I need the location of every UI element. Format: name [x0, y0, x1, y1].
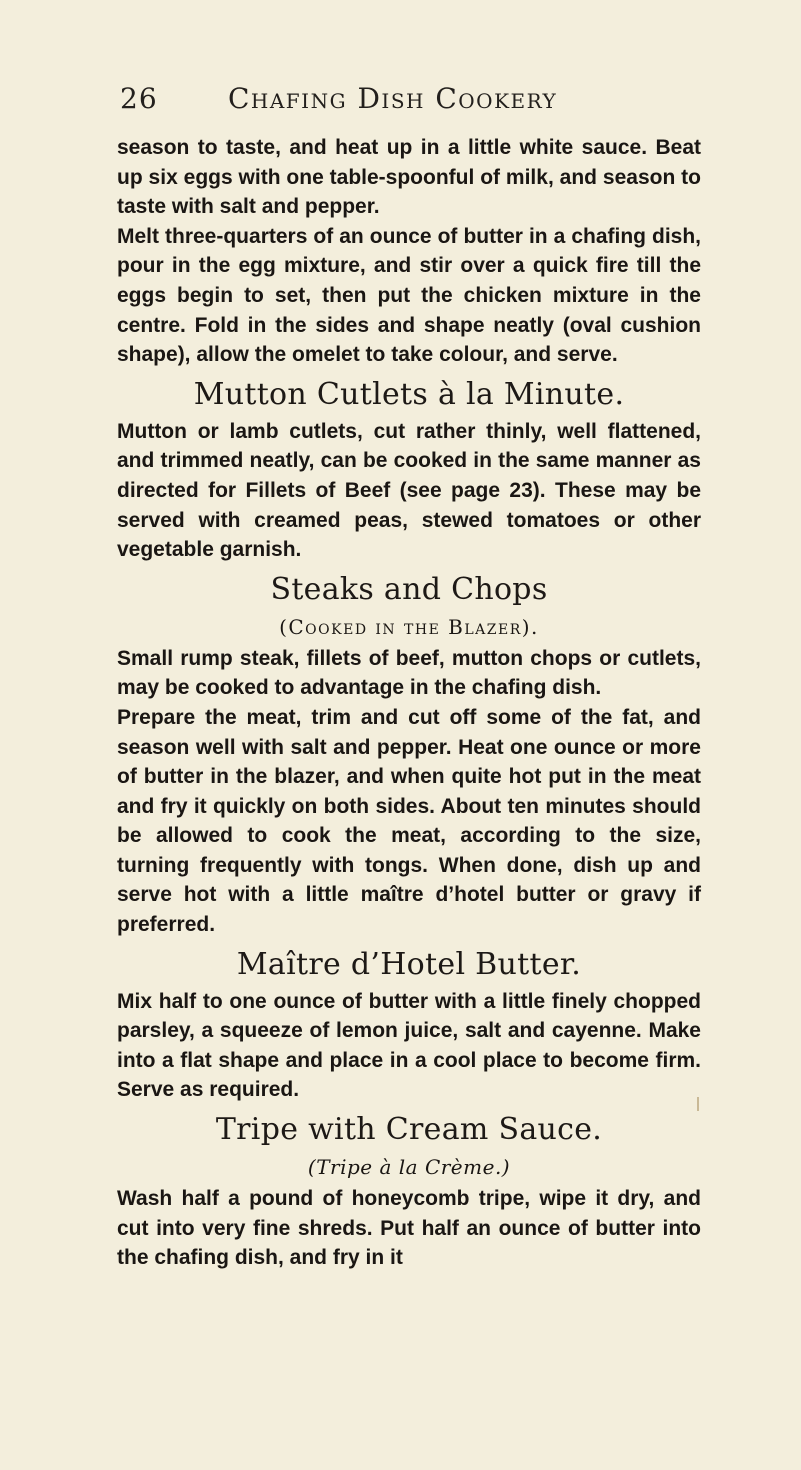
running-head: [120, 82, 720, 122]
paper-blemish: [697, 1097, 699, 1111]
paragraph-intro-2: Melt three-quarters of an ounce of butter in a chafing dish, pour in the egg mixture, and stir over a quick fire till the eggs begin to set, then put the chicken mixture in the centre. Fold in the sides and shape neatly (oval cushion shape), allow the omelet to take colour, and serve.: [117, 224, 701, 367]
paragraph-tripe-1: Wash half a pound of honeycomb tripe, wipe it dry, and cut into very fine shreds. Put half an ounce of butter into the chafing dish, and fry in it: [117, 1187, 701, 1270]
heading-tripe-cream-sauce: Tripe with Cream Sauce.: [215, 1112, 603, 1148]
paragraph-mutton-1: Mutton or lamb cutlets, cut rather thinly, well flattened, and trimmed neatly, can be cooked in the same manner as directed for Fillets of Beef (see page 23). These may be served with creamed peas, stewed tomatoes or other vegetable garnish.: [117, 419, 701, 562]
paragraph-intro-1: season to taste, and heat up in a little white sauce. Beat up six eggs with one table-spoonful of milk, and season to taste with salt and pepper.: [117, 136, 701, 219]
heading-maitre-dhotel-butter: Maître d’Hotel Butter.: [236, 946, 582, 982]
subheading-cooked-in-blazer: (Cooked in the Blazer).: [279, 614, 539, 639]
paragraph-steaks-2: Prepare the meat, trim and cut off some of the fat, and season well with salt and pepper. Heat one ounce or more of butter in the blazer, and when quite hot put in the meat and fry it quickly on both sides. About ten minutes should be allowed to cook the meat, according to the size, turning frequently with tongs. When done, dish up and serve hot with a little maître d’hotel butter or gravy if preferred.: [117, 705, 701, 937]
heading-steaks-and-chops: Steaks and Chops: [270, 571, 548, 607]
running-title: Chafing Dish Cookery: [228, 82, 558, 115]
page-body: [117, 133, 701, 1273]
paragraph-steaks-1: Small rump steak, fillets of beef, mutton chops or cutlets, may be cooked to advantage in the chafing dish.: [117, 646, 701, 700]
heading-mutton-cutlets: Mutton Cutlets à la Minute.: [193, 376, 625, 412]
subheading-tripe-a-la-creme: (Tripe à la Crème.): [307, 1155, 511, 1180]
paragraph-maitre-1: Mix half to one ounce of butter with a little finely chopped parsley, a squeeze of lemon juice, salt and cayenne. Make into a flat shape and place in a cool place to become firm. Serve as required.: [117, 989, 701, 1102]
page-number: 26: [120, 82, 158, 115]
